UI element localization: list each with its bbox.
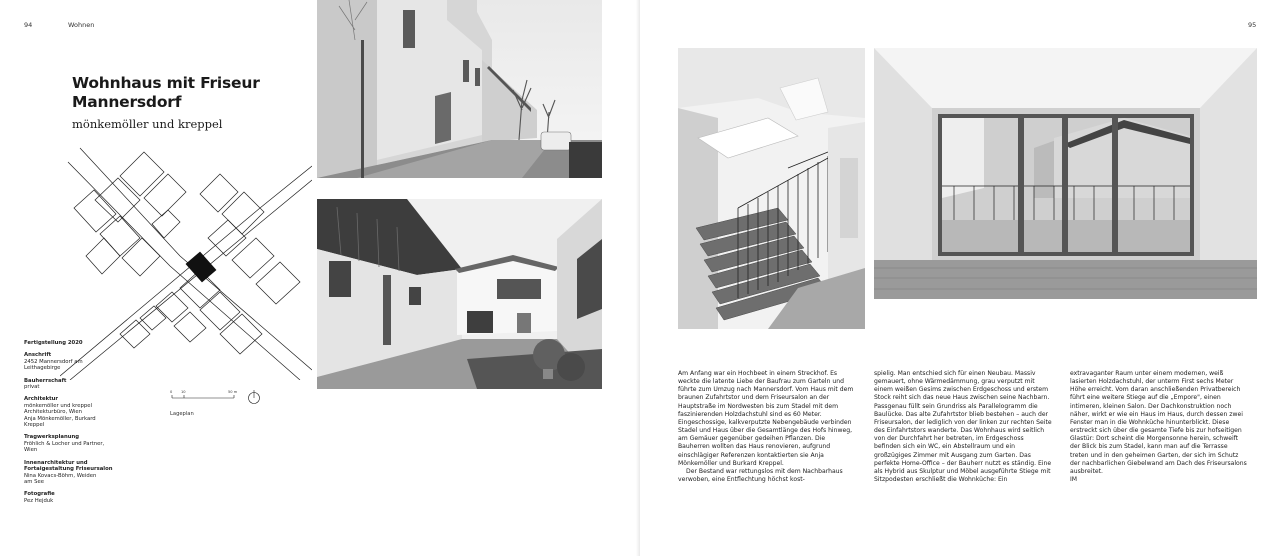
- fact-label: Fotografie: [24, 491, 55, 498]
- fact-label: Innenarchitektur und Fortaigestaltung Friseursalon: [24, 459, 113, 473]
- page-number-left: 94: [24, 21, 33, 29]
- fact-label: Fertigstellung 2020: [24, 340, 83, 346]
- scale-label-0: 0: [170, 390, 173, 394]
- fact-label: Architektur: [24, 396, 59, 403]
- article-title: Wohnhaus mit Friseur Mannersdorf: [72, 74, 260, 111]
- text-column-2: [874, 370, 1052, 484]
- fact-label: Bauherrschaft: [24, 377, 67, 384]
- project-facts: [24, 340, 124, 510]
- article-body: [678, 370, 1258, 550]
- scale-bar: [166, 388, 276, 410]
- photo-street-facade: [317, 0, 602, 178]
- scale-label-50: 50 m: [228, 390, 238, 394]
- paragraph: spielig. Man entschied sich für einen Neubau. Massiv gemauert, ohne Wärmedämmung, grau verputzt mit einem weißen Gesims zwischen Erdgeschoss und erstem Stock reiht sich das neue Haus zwischen seine Nachbarn. Passgenau füllt sein Grundriss als Parallelogramm die Baulücke. Das alte Zufahrtstor blieb bestehen – auch der Friseursalon, der lediglich von der linken zur rechten Seite des Einfahrtstors wanderte. Das Wohnhaus wird seitlich von der Durchfahrt her betreten, im Erdgeschoss befinden sich ein WC, ein Abstellraum und ein großzügiges Zimmer mit Ausgang zum Garten. Das perfekte Home-Office – der Bauherr nutzt es ständig. Eine als Hybrid aus Skulptur und Möbel ausgeführte Stiege mit Sitzpodesten erschließt die Wohnküche: Ein: [874, 370, 1052, 484]
- fact-address: [24, 352, 124, 371]
- page-number-right: 95: [1248, 21, 1257, 29]
- paragraph: extravaganter Raum unter einem modernen, weiß lasierten Holzdachstuhl, der unterm First sechs Meter Höhe erreicht. Vom daran anschließenden Privatbereich führt eine weitere Stiege auf die „Empore", einen intimeren, kleinen Salon. Der Dachkonstruktion noch näher, wirkt er wie ein Haus im Haus, durch dessen zwei Fenster man in die Wohnküche hinunterblickt. Diese erstreckt sich über die gesamte Tiefe bis zur hofseitigen Glastür: Dort scheint die Morgensonne herein, schweift der Blick bis zum Stadel, kann man auf die Terrasse treten und in den geheimen Garten, der sich im Schutz der nachbarlichen Giebelwand am Dach des Friseursalons ausbreitet.: [1070, 370, 1247, 475]
- paragraph: Am Anfang war ein Hochbeet in einem Streckhof. Es weckte die latente Liebe der Baufrau zum Garteln und führte zum Umzug nach Mannersdorf. Vom Haus mit dem braunen Zufahrtstor und dem Friseursalon an der Hauptstraße im Nordwesten bis zum Stadel mit dem faszinierenden Holzdachstuhl sind es 60 Meter. Eingeschossige, kalkverputzte Nebengebäude verbinden Stadel und Haus über die Gesamtlänge des Hofs hinweg, am Gemäuer gegenüber gedeihen Pflanzen. Die Bauherren wollten das Haus renovieren, aufgrund einschlägiger Referenzen kontaktierten sie Anja Mönkemöller und Burkard Kreppel.: [678, 370, 854, 467]
- text-column-1: [678, 370, 856, 484]
- text-column-3: [1070, 370, 1248, 484]
- fact-value: Fröhlich & Locher und Partner, Wien: [24, 440, 105, 454]
- article-architects: mönkemöller und kreppel: [72, 117, 223, 131]
- photo-living-room: [874, 48, 1257, 299]
- photo-staircase: [678, 48, 865, 329]
- author-initials: IM: [1070, 476, 1078, 484]
- fact-architecture: [24, 396, 124, 428]
- fact-value: privat: [24, 384, 40, 391]
- fact-photography: [24, 491, 124, 504]
- fact-value: Pez Hejduk: [24, 497, 54, 504]
- fact-interior: [24, 460, 124, 486]
- scale-label-10: 10: [181, 390, 186, 394]
- fact-label: Anschrift: [24, 352, 52, 359]
- fact-client: [24, 378, 124, 391]
- fact-value: Nina Kovacs-Böhm, Weiden am See: [24, 472, 97, 485]
- fact-label: Tragwerksplanung: [24, 434, 80, 441]
- project-location-marker: [186, 252, 216, 282]
- section-label: Wohnen: [68, 21, 95, 29]
- photo-courtyard: [317, 199, 602, 389]
- site-plan-caption: Lageplan: [170, 411, 194, 417]
- paragraph: Der Bestand war rettungslos mit dem Nachbarhaus verwoben, eine Entflechtung höchst kost-: [678, 467, 843, 484]
- fact-value: mönkemöller und kreppel Architekturbüro, Wien Anja Mönkemöller, Burkard Kreppel: [24, 402, 96, 429]
- fact-structural: [24, 434, 124, 453]
- fact-value: 2452 Mannersdorf am Leithagebirge: [24, 358, 83, 372]
- fact-completion: [24, 340, 124, 346]
